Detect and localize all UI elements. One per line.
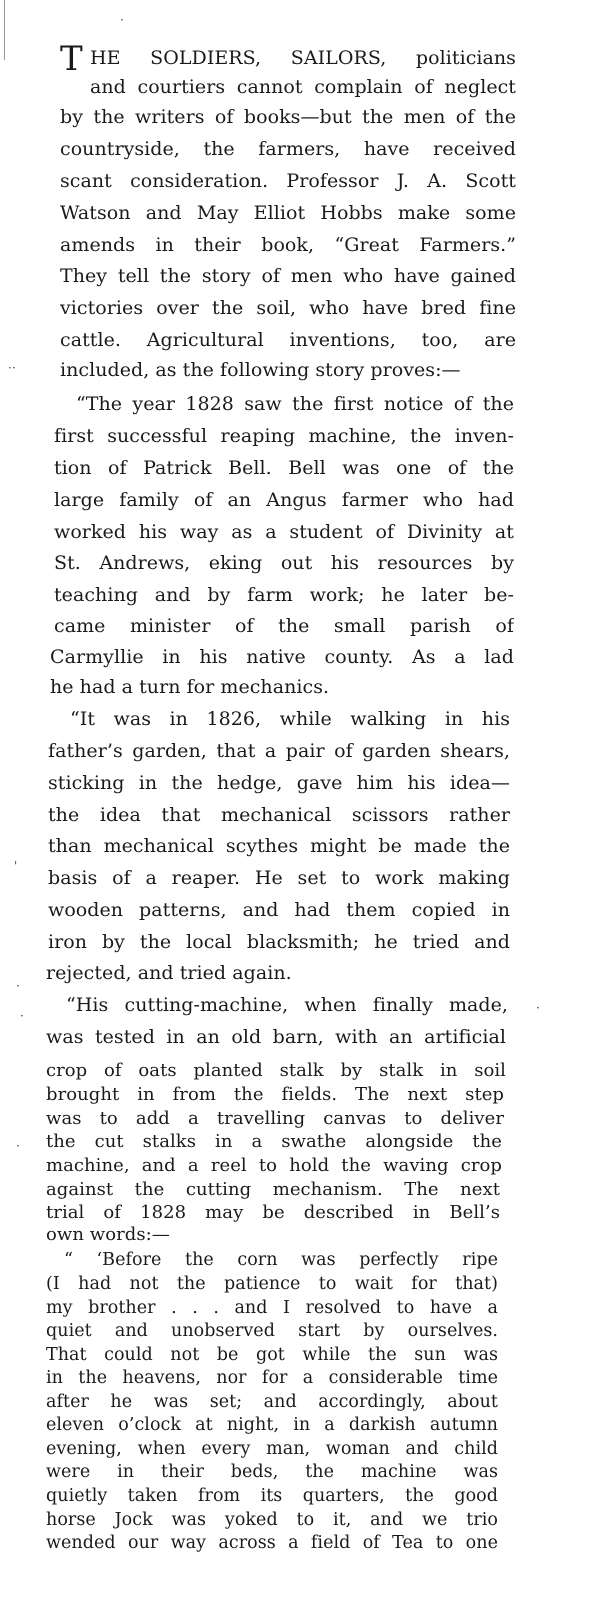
text-line: HE SOLDIERS, SAILORS, politicians	[90, 47, 516, 69]
text-line: countryside, the farmers, have received	[60, 138, 516, 160]
text-line: own words:—	[46, 1224, 170, 1245]
text-line: wended our way across a field of Tea to one	[46, 1533, 498, 1553]
print-speck: '	[14, 859, 18, 873]
text-line: evening, when every man, woman and child	[46, 1439, 498, 1459]
text-line: victories over the soil, who have bred fine	[60, 297, 516, 319]
text-line: was to add a travelling canvas to deliver	[46, 1108, 504, 1129]
text-line: sticking in the hedge, gave him his idea—	[48, 772, 510, 794]
text-line: “His cutting-machine, when finally made,	[66, 994, 508, 1016]
text-line: after he was set; and accordingly, about	[46, 1392, 498, 1412]
text-line: scant consideration. Professor J. A. Scott	[60, 170, 516, 192]
text-line: he had a turn for mechanics.	[50, 676, 330, 698]
text-line: crop of oats planted stalk by stalk in soil	[46, 1060, 506, 1081]
text-line: eleven o’clock at night, in a darkish autumn	[46, 1415, 498, 1435]
print-speck: ·	[16, 979, 20, 993]
text-line: That could not be got while the sun was	[46, 1345, 498, 1365]
text-line: tion of Patrick Bell. Bell was one of the	[54, 457, 514, 479]
text-line: Watson and May Elliot Hobbs make some	[60, 202, 516, 224]
print-speck: ·	[120, 13, 124, 27]
text-line: St. Andrews, eking out his resources by	[54, 552, 514, 574]
text-line: Carmyllie in his native county. As a lad	[50, 646, 514, 668]
text-line: trial of 1828 may be described in Bell’s	[46, 1202, 500, 1223]
text-line: They tell the story of men who have gained	[60, 265, 516, 287]
text-line: quietly taken from its quarters, the good	[46, 1486, 498, 1506]
text-line: iron by the local blacksmith; he tried and	[48, 931, 510, 953]
print-speck: ·	[16, 1139, 20, 1153]
text-line: wooden patterns, and had them copied in	[48, 899, 510, 921]
text-line: in the heavens, nor for a considerable time	[46, 1368, 498, 1388]
text-line: than mechanical scythes might be made the	[48, 835, 510, 857]
text-line: father’s garden, that a pair of garden shears,	[48, 740, 510, 762]
text-line: “It was in 1826, while walking in his	[70, 708, 510, 730]
text-line: the cut stalks in a swathe alongside the	[46, 1131, 502, 1152]
drop-cap: T	[60, 39, 83, 79]
text-line: first successful reaping machine, the inven-	[54, 425, 514, 447]
text-line: included, as the following story proves:—	[60, 359, 461, 381]
text-line: cattle. Agricultural inventions, too, are	[60, 329, 516, 351]
text-line: “The year 1828 saw the first notice of the	[76, 393, 514, 415]
text-line: amends in their book, “Great Farmers.”	[60, 234, 516, 256]
text-line: teaching and by farm work; he later be-	[54, 584, 514, 606]
text-line: large family of an Angus farmer who had	[54, 489, 514, 511]
text-line: was tested in an old barn, with an artificial	[46, 1026, 506, 1048]
text-line: by the writers of books—but the men of the	[60, 106, 516, 128]
text-line: the idea that mechanical scissors rather	[48, 804, 510, 826]
text-line: and courtiers cannot complain of neglect	[90, 76, 516, 98]
print-speck: ·	[536, 1001, 540, 1015]
column-rule	[4, 0, 5, 60]
text-line: against the cutting mechanism. The next	[46, 1179, 500, 1200]
text-line: “ ‘Before the corn was perfectly ripe	[64, 1250, 498, 1270]
text-line: brought in from the fields. The next step	[46, 1084, 504, 1105]
text-line: machine, and a reel to hold the waving crop	[46, 1155, 502, 1176]
text-line: quiet and unobserved start by ourselves.	[46, 1321, 498, 1341]
print-speck: ··	[8, 361, 16, 375]
text-line: were in their beds, the machine was	[46, 1462, 498, 1482]
text-line: horse Jock was yoked to it, and we trio	[46, 1510, 498, 1530]
text-line: worked his way as a student of Divinity at	[54, 521, 514, 543]
text-line: rejected, and tried again.	[46, 962, 292, 984]
text-line: basis of a reaper. He set to work making	[48, 867, 510, 889]
text-line: (I had not the patience to wait for that)	[46, 1274, 498, 1294]
text-line: came minister of the small parish of	[54, 615, 514, 637]
text-line: my brother . . . and I resolved to have a	[46, 1298, 498, 1318]
print-speck: ·	[20, 1009, 24, 1023]
